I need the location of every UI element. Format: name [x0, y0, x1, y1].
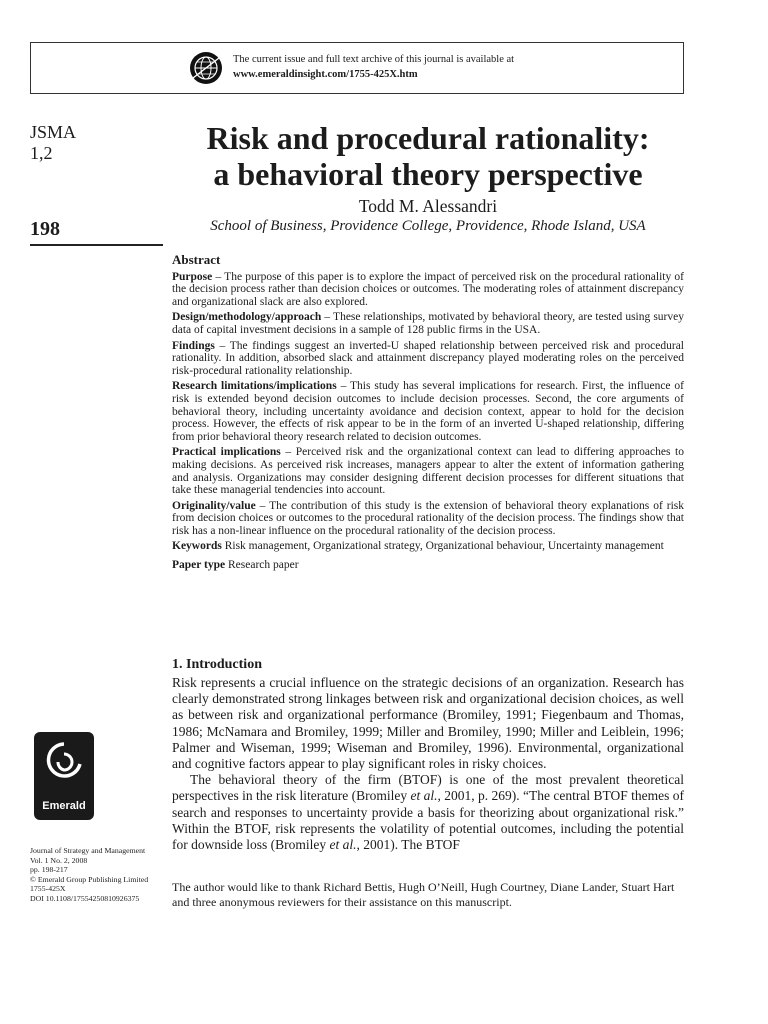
journal-url-link[interactable]: www.emeraldinsight.com/1755-425X.htm: [233, 69, 418, 80]
emerald-logo-text: Emerald: [42, 800, 86, 812]
globe-icon: [189, 51, 223, 85]
originality-text: – The contribution of this study is the extension of behavioral theory explanations of risk from decision choices or outcomes to the procedural rationality of the decision process. The findings show that risk has a non-linear influence on the procedural rationality of the decision process.: [172, 499, 684, 537]
abstract-originality: [172, 500, 684, 538]
para2-etal-2: et al.: [329, 837, 357, 853]
pubinfo-doi: DOI 10.1108/17554250810926375: [30, 893, 140, 903]
design-label: Design/methodology/approach: [172, 311, 322, 324]
introduction-heading: 1. Introduction: [172, 657, 262, 672]
availability-text: The current issue and full text archive of this journal is available at: [233, 54, 515, 65]
author-name: Todd M. Alessandri: [358, 196, 498, 216]
abstract-design: [172, 311, 684, 336]
emerald-logo: [34, 732, 94, 820]
page-number: 198: [30, 218, 60, 240]
pubinfo-copyright: © Emerald Group Publishing Limited: [30, 874, 149, 884]
introduction-paragraph-1: Risk represents a crucial influence on the strategic decisions of an organization. Research has clearly demonstrated strong linkages between risk and organizational decision choices, as well as between risk and organizational performance (Bromiley, 1991; Fiegenbaum and Thomas, 1986; McNamara and Bromiley, 1999; Miller and Bromiley, 1990; Miller and Leiblein, 1996; Palmer and Wiseman, 1999; Wiseman and Bromiley, 1996). Environmental, organizational and cognitive factors appear to play significant roles in risky choices.: [172, 675, 684, 772]
abstract-practical: [172, 446, 684, 496]
pubinfo-volume: Vol. 1 No. 2, 2008: [30, 855, 88, 865]
originality-label: Originality/value: [172, 499, 256, 512]
publication-info: [30, 846, 170, 904]
practical-text: – Perceived risk and the organizational context can lead to differing approaches to making decisions. As perceived risk increases, managers appear to alter the extent of information gathering and analysis. Organizations may consider designing different decision processes for different situations that take these managerial tendencies into account.: [172, 446, 684, 497]
emerald-e-icon: [42, 738, 86, 796]
abstract-paper-type: [172, 559, 684, 572]
journal-volume: 1,2: [30, 143, 53, 163]
journal-abbr: JSMA: [30, 122, 77, 142]
limitations-text: – This study has several implications for research. First, the influence of risk is extended beyond decision outcomes to include decision processes. Second, the core arguments of behavioral theory, including uncertainty avoidance and decision context, appear to hold for the decision process. However, the effects of risk appear to be in the form of an inverted U-shaped relationship, differing from prior behavioral theory research related to decision outcomes.: [172, 380, 685, 443]
author-affiliation: School of Business, Providence College, Providence, Rhode Island, USA: [210, 218, 646, 234]
para2-part-c: , 2001). The BTOF: [356, 837, 460, 853]
papertype-label: Paper type: [172, 559, 226, 572]
abstract-purpose: [172, 271, 684, 309]
title-line-1: Risk and procedural rationality:: [206, 120, 650, 156]
pubinfo-pages: pp. 198-217: [30, 865, 68, 875]
title-line-2: a behavioral theory perspective: [213, 156, 643, 192]
findings-text: – The findings suggest an inverted-U shaped relationship between perceived risk and procedural rationality. In addition, absorbed slack and attainment discrepancy played moderating roles on the perceived risk-procedural rationality relationship.: [172, 339, 684, 377]
limitations-label: Research limitations/implications: [172, 380, 337, 393]
para2-part-b: , 2001, p. 269). “The central BTOF themes of search and responses to uncertainty provide a basis for theorizing about organizational risk.” Within the BTOF, risk represents the volatility of potential outcomes, including the potential for downside loss (Bromiley: [172, 788, 685, 853]
papertype-text: Research paper: [225, 559, 299, 572]
purpose-text: – The purpose of this paper is to explore the impact of perceived risk on the procedural rationality of the decision process rather than decision choices or outcomes. The moderating roles of attainment discrepancy and organizational slack are also explored.: [172, 270, 684, 308]
practical-label: Practical implications: [172, 446, 281, 459]
journal-abbreviation: [30, 122, 76, 164]
abstract-limitations: [172, 380, 684, 443]
purpose-label: Purpose: [172, 270, 213, 283]
pubinfo-journal: Journal of Strategy and Management: [30, 846, 146, 855]
para2-part-a: The behavioral theory of the firm (BTOF) is one of the most prevalent theoretical perspectives in the risk literature (Bromiley: [172, 772, 684, 804]
page-number-rule: [30, 244, 163, 246]
introduction-body: [172, 675, 684, 853]
findings-label: Findings: [172, 339, 215, 352]
abstract-findings: [172, 340, 684, 378]
pubinfo-issn: 1755-425X: [30, 884, 66, 894]
abstract-heading: Abstract: [172, 252, 221, 267]
introduction-paragraph-2: [172, 772, 684, 853]
keywords-text: Risk management, Organizational strategy, Organizational behaviour, Uncertainty management: [221, 540, 664, 553]
journal-availability-box: [30, 42, 684, 94]
abstract-keywords: [172, 540, 684, 553]
keywords-label: Keywords: [172, 540, 222, 553]
para2-etal-1: et al.: [410, 788, 438, 804]
acknowledgement-footnote: The author would like to thank Richard Bettis, Hugh O’Neill, Hugh Courtney, Diane Lander, Stuart Hart and three anonymous reviewers for their assistance on this manuscript.: [172, 880, 675, 909]
design-text: – These relationships, motivated by behavioral theory, are tested using survey data of capital investment decisions in a sample of 128 public firms in the USA.: [172, 311, 684, 336]
article-title: [172, 120, 684, 192]
abstract-section: [172, 254, 684, 575]
